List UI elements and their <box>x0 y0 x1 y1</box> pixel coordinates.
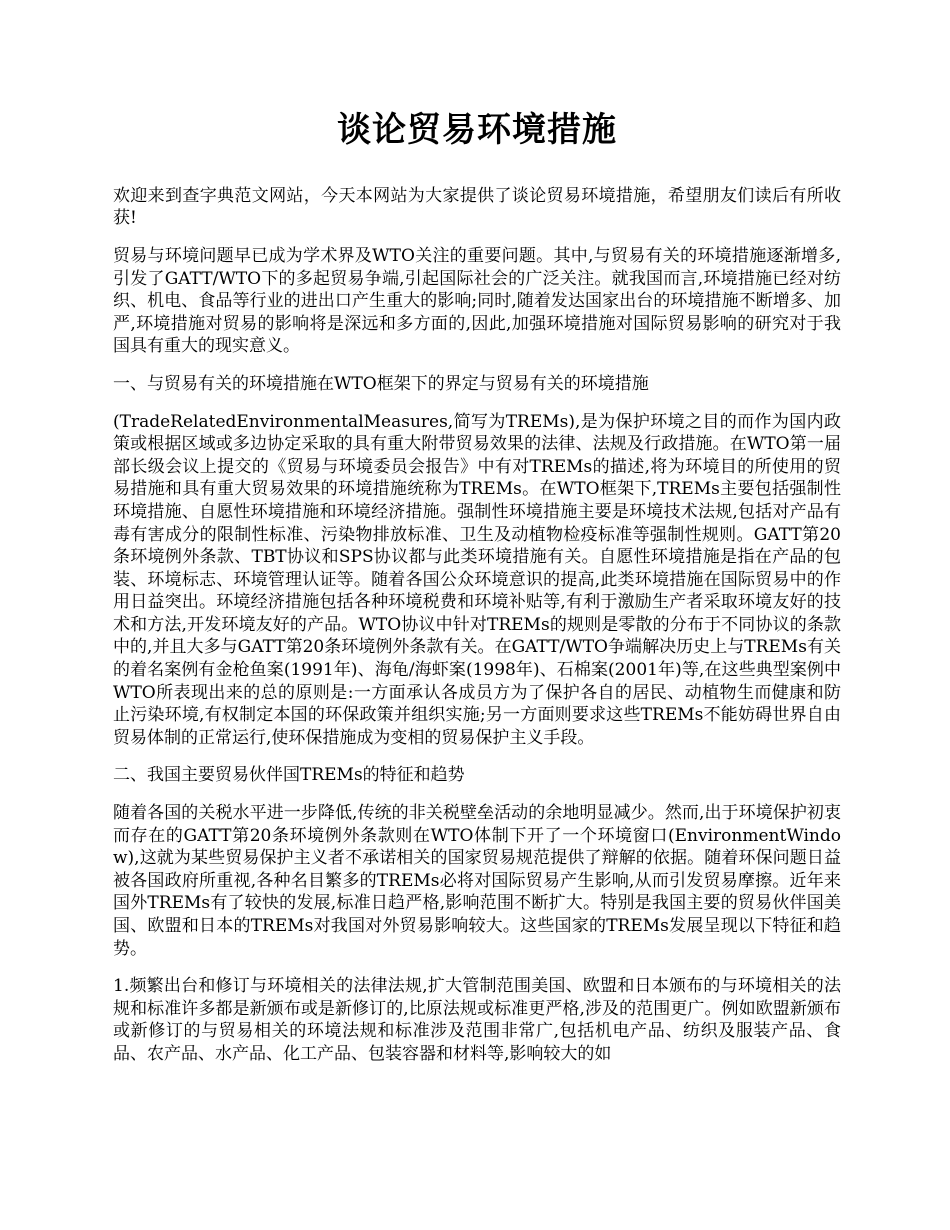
body-paragraph: 贸易与环境问题早已成为学术界及WTO关注的重要问题。其中,与贸易有关的环境措施逐渐增多,引发了GATT/WTO下的多起贸易争端,引起国际社会的广泛关注。就我国而言,环境措施已经对纺织、机电、食品等行业的进出口产生重大的影响;同时,随着发达国家出台的环境措施不断增多、加严,环境措施对贸易的影响将是深远和多方面的,因此,加强环境措施对国际贸易影响的研究对于我国具有重大的现实意义。 <box>113 245 841 357</box>
intro-paragraph: 欢迎来到查字典范文网站，今天本网站为大家提供了谈论贸易环境措施，希望朋友们读后有所收获! <box>113 185 841 229</box>
section-heading-1: 一、与贸易有关的环境措施在WTO框架下的界定与贸易有关的环境措施 <box>113 373 649 394</box>
body-paragraph: 1.频繁出台和修订与环境相关的法律法规,扩大管制范围美国、欧盟和日本颁布的与环境相关的法规和标准许多都是新颁布或是新修订的,比原法规或标准更严格,涉及的范围更广。例如欧盟新颁布或新修订的与贸易相关的环境法规和标准涉及范围非常广,包括机电产品、纺织及服装产品、食品、农产品、水产品、化工产品、包装容器和材料等,影响较大的如 <box>113 976 841 1064</box>
document-title: 谈论贸易环境措施 <box>337 110 617 150</box>
document-page <box>113 110 841 1081</box>
section-heading-2: 二、我国主要贸易伙伴国TREMs的特征和趋势 <box>113 765 465 786</box>
body-paragraph: 随着各国的关税水平进一步降低,传统的非关税壁垒活动的余地明显减少。然而,出于环境保护初衷而存在的GATT第20条环境例外条款则在WTO体制下开了一个环境窗口(EnvironmentWindow),这就为某些贸易保护主义者不承诺相关的国家贸易规范提供了辩解的依据。随着环保问题日益被各国政府所重视,各种名目繁多的TREMs必将对国际贸易产生影响,从而引发贸易摩擦。近年来国外TREMs有了较快的发展,标准日趋严格,影响范围不断扩大。特别是我国主要的贸易伙伴国美国、欧盟和日本的TREMs对我国对外贸易影响较大。这些国家的TREMs发展呈现以下特征和趋势。 <box>113 803 841 959</box>
body-paragraph: (TradeRelatedEnvironmentalMeasures,简写为TREMs),是为保护环境之目的而作为国内政策或根据区域或多边协定采取的具有重大附带贸易效果的法律、法规及行政措施。在WTO第一届部长级会议上提交的《贸易与环境委员会报告》中有对TREMs的描述,将为环境目的所使用的贸易措施和具有重大贸易效果的环境措施统称为TREMs。在WTO框架下,TREMs主要包括强制性环境措施、自愿性环境措施和环境经济措施。强制性环境措施主要是环境技术法规,包括对产品有毒有害成分的限制性标准、污染物排放标准、卫生及动植物检疫标准等强制性规则。GATT第20条环境例外条款、TBT协议和SPS协议都与此类环境措施有关。自愿性环境措施是指在产品的包装、环境标志、环境管理认证等。随着各国公众环境意识的提高,此类环境措施在国际贸易中的作用日益突出。环境经济措施包括各种环境税费和环境补贴等,有利于激励生产者采取环境友好的技术和方法,开发环境友好的产品。WTO协议中针对TREMs的规则是零散的分布于不同协议的条款中的,并且大多与GATT第20条环境例外条款有关。在GATT/WTO争端解决历史上与TREMs有关的着名案例有金枪鱼案(1991年)、海龟/海虾案(1998年)、石棉案(2001年)等,在这些典型案例中WTO所表现出来的总的原则是:一方面承认各成员方为了保护各自的居民、动植物生而健康和防止污染环境,有权制定本国的环保政策并组织实施;另一方面则要求这些TREMs不能妨碍世界自由贸易体制的正常运行,使环保措施成为变相的贸易保护主义手段。 <box>113 411 841 748</box>
